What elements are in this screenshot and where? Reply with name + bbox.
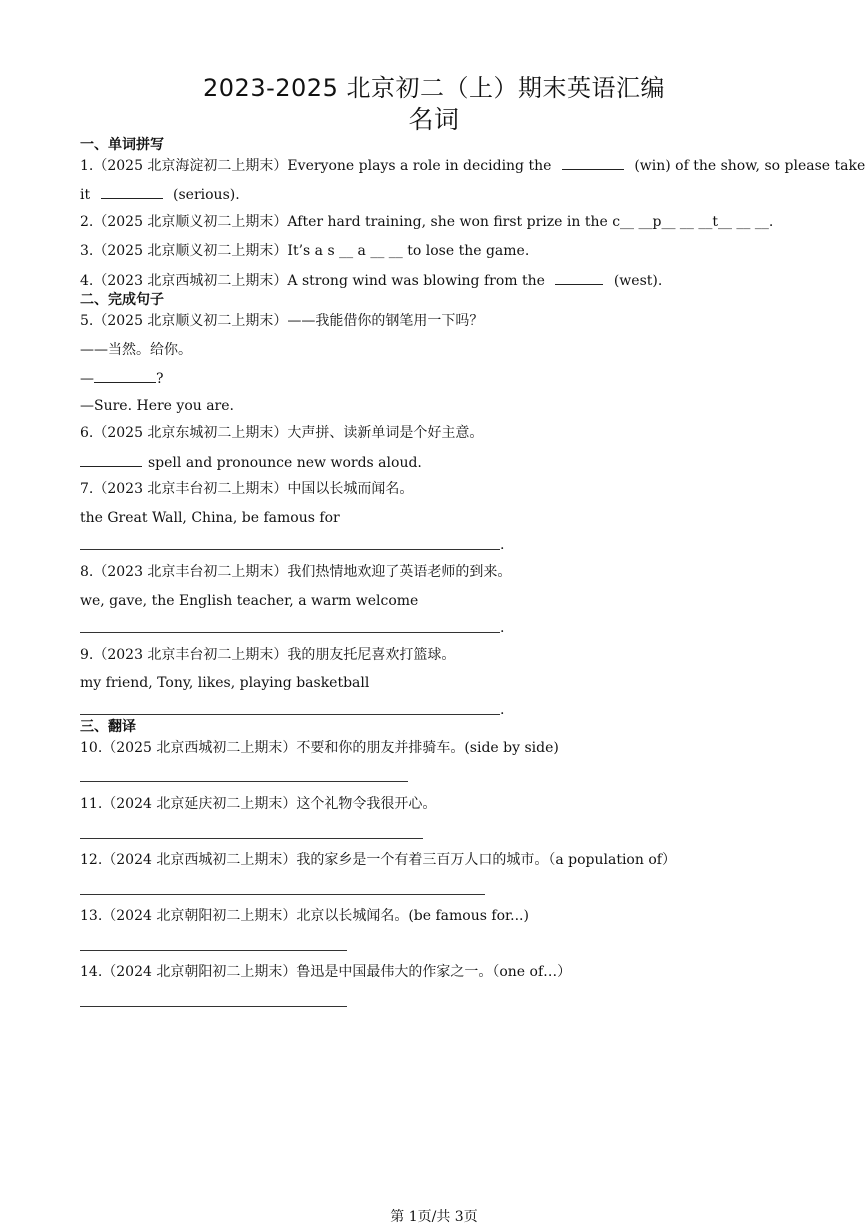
answer-line[interactable] — [80, 781, 408, 782]
question-mark: ? — [156, 371, 164, 387]
question-5: 5.（2025 北京顺义初二上期末）——我能借你的钢笔用一下吗？ — [80, 313, 484, 329]
question-1-text: 1.（2025 北京海淀初二上期末）Everyone plays a role in deciding the — [80, 158, 552, 174]
question-1-text-continued: it — [80, 187, 91, 203]
question-3: 3.（2025 北京顺义初二上期末）It’s a s __ a __ __ to lose the game. — [80, 243, 530, 259]
answer-line[interactable] — [80, 838, 423, 839]
document-title: 2023-2025 北京初二（上）期末英语汇编 — [203, 74, 665, 102]
question-4-hint: (west). — [613, 273, 663, 289]
answer-line[interactable] — [80, 894, 485, 895]
question-12: 12.（2024 北京西城初二上期末）我的家乡是一个有着三百万人口的城市。（a population of） — [80, 852, 676, 868]
question-6: 6.（2025 北京东城初二上期末）大声拼、读新单词是个好主意。 — [80, 425, 484, 441]
question-9-prompt: my friend, Tony, likes, playing basketball — [80, 675, 370, 691]
question-1-line-2 — [80, 184, 240, 205]
question-6-answer-line — [80, 452, 422, 473]
period: . — [500, 702, 505, 718]
answer-line[interactable] — [80, 549, 500, 550]
question-1-line-1 — [80, 155, 865, 176]
section-heading-translation: 三、翻译 — [80, 719, 136, 735]
question-8: 8.（2023 北京丰台初二上期末）我们热情地欢迎了英语老师的到来。 — [80, 564, 512, 580]
period: . — [500, 537, 505, 553]
question-4-text: 4.（2023 北京西城初二上期末）A strong wind was blowing from the — [80, 273, 545, 289]
section-heading-complete-sentences: 二、完成句子 — [80, 292, 164, 308]
question-13: 13.（2024 北京朝阳初二上期末）北京以长城闻名。(be famous for...) — [80, 908, 529, 924]
question-14: 14.（2024 北京朝阳初二上期末）鲁迅是中国最伟大的作家之一。（one of…） — [80, 964, 572, 980]
question-1-hint-2: (serious). — [173, 187, 240, 203]
question-5-reply-en: —Sure. Here you are. — [80, 398, 234, 414]
question-9: 9.（2023 北京丰台初二上期末）我的朋友托尼喜欢打篮球。 — [80, 647, 456, 663]
dash: — — [80, 371, 94, 387]
question-6-answer-tail: spell and pronounce new words aloud. — [148, 455, 422, 471]
question-7: 7.（2023 北京丰台初二上期末）中国以长城而闻名。 — [80, 481, 414, 497]
answer-line[interactable] — [80, 632, 500, 633]
answer-blank[interactable] — [94, 368, 156, 383]
question-7-prompt: the Great Wall, China, be famous for — [80, 510, 340, 526]
question-8-prompt: we, gave, the English teacher, a warm welcome — [80, 593, 419, 609]
page-number-footer: 第 1页/共 3页 — [390, 1209, 478, 1225]
answer-line[interactable] — [80, 950, 347, 951]
question-5-reply-cn: ——当然。给你。 — [80, 342, 192, 358]
answer-line[interactable] — [80, 1006, 347, 1007]
question-11: 11.（2024 北京延庆初二上期末）这个礼物令我很开心。 — [80, 796, 437, 812]
answer-blank[interactable] — [80, 452, 142, 467]
document-subtitle: 名词 — [408, 105, 460, 134]
answer-blank[interactable] — [101, 184, 163, 199]
period: . — [500, 620, 505, 636]
answer-blank[interactable] — [562, 155, 624, 170]
question-4 — [80, 270, 662, 291]
question-2: 2.（2025 北京顺义初二上期末）After hard training, she won first prize in the c__ __p__ __ __t__ __ __. — [80, 214, 774, 230]
question-1-hint: (win) of the show, so please take — [634, 158, 866, 174]
answer-blank[interactable] — [555, 270, 603, 285]
answer-line[interactable] — [80, 714, 500, 715]
question-5-answer-line — [80, 368, 164, 389]
question-10: 10.（2025 北京西城初二上期末）不要和你的朋友并排骑车。(side by side) — [80, 740, 559, 756]
section-heading-spelling: 一、单词拼写 — [80, 137, 164, 153]
